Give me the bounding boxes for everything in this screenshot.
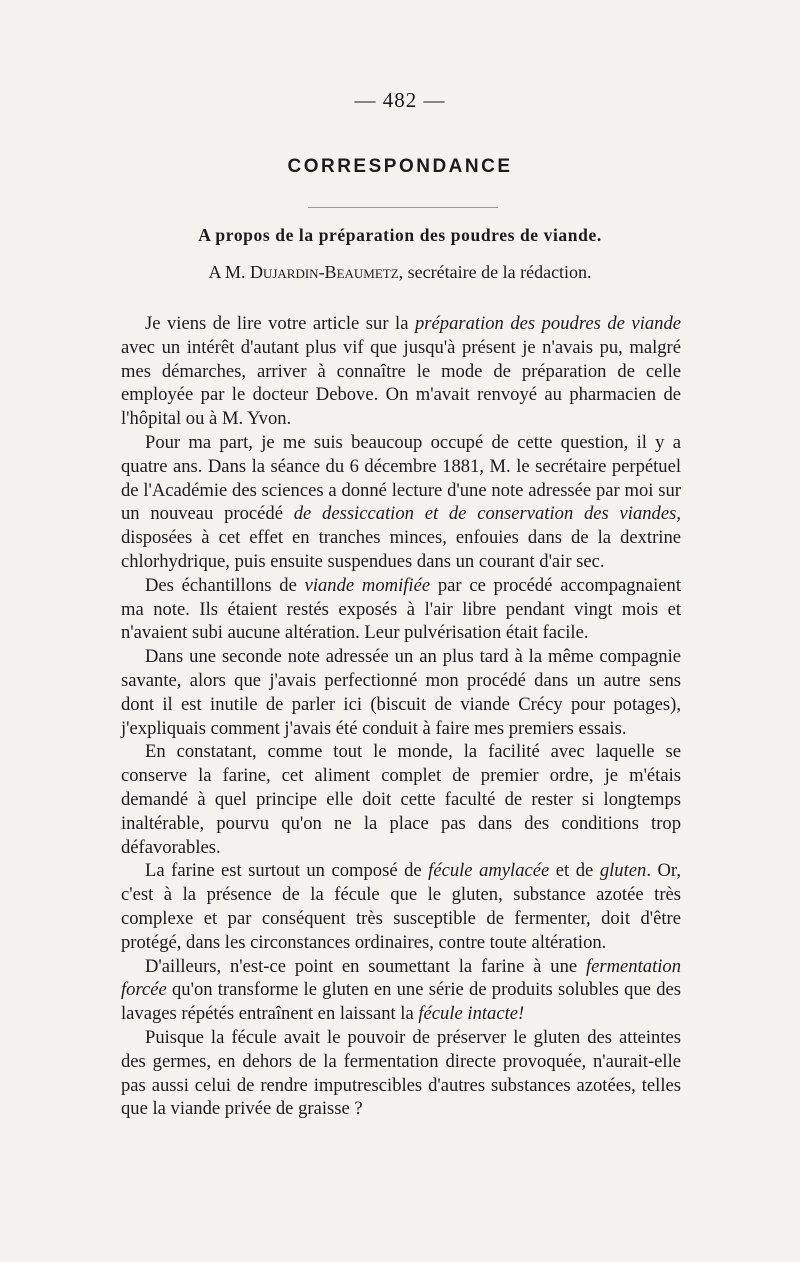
paragraph-6 xyxy=(121,859,681,954)
p6-text-e: . Or, c'est à la présence de la fécule que le gluten, substance azotée très complexe et par conséquent très susceptible de fermenter, doit d'être protégé, dans les circonstances ordinaires, contre toute altération. xyxy=(121,860,682,953)
paragraph-5 xyxy=(121,740,681,859)
p7-emphasis-1: fermentation forcée xyxy=(121,955,681,1001)
p1-emphasis: préparation des poudres de viande xyxy=(414,313,681,334)
p2-text-a: Pour ma part, je me suis beaucoup occupé de cette question, il y a quatre ans. Dans la séance du 6 décembre 1881, M. le secrétaire perpétuel de l'Académie des sciences a donné lecture d'une note adressée par moi sur un nouveau procédé xyxy=(121,431,681,525)
paragraph-7 xyxy=(121,955,681,1026)
addressee-line xyxy=(0,262,800,283)
p6-text-a: La farine est surtout un composé de xyxy=(145,860,429,882)
p7-emphasis-2: fécule intacte! xyxy=(418,1003,525,1025)
p3-emphasis: viande momifiée xyxy=(304,574,431,596)
p3-text-a: Des échantillons de xyxy=(145,574,305,596)
letter-body xyxy=(121,312,681,1121)
p6-text-c: et de xyxy=(549,860,600,882)
p4-text: Dans une seconde note adressée un an plus tard à la même compagnie savante, alors que j'avais perfectionné mon procédé dans un autre sens dont il est inutile de parler ici (biscuit de viande Crécy pour potages), j'expliquais comment j'avais été conduit à faire mes premiers essais. xyxy=(121,646,681,739)
page-number: — 482 — xyxy=(354,88,446,112)
addressee-prefix: A M. xyxy=(208,262,246,282)
addressee-name: Dujardin-Beaumetz xyxy=(249,262,399,282)
p6-emphasis-1: fécule amylacée xyxy=(428,860,550,882)
paragraph-8 xyxy=(121,1026,681,1121)
p6-emphasis-2: gluten xyxy=(599,860,647,882)
p2-emphasis: de dessiccation et de conservation des viandes xyxy=(293,503,677,525)
paragraph-3 xyxy=(121,574,681,645)
article-heading: A propos de la préparation des poudres de viande. xyxy=(198,225,602,245)
paragraph-2 xyxy=(121,431,681,574)
p1-text-c: avec un intérêt d'autant plus vif que jusqu'à présent je n'avais pu, malgré mes démarches, arriver à connaître le mode de préparation de celle employée par le docteur Debove. On m'avait renvoyé au pharmacien de l'hôpital ou à M. Yvon. xyxy=(121,336,681,430)
title-rule xyxy=(308,207,498,208)
p1-text-a: Je viens de lire votre article sur la xyxy=(145,313,415,334)
section-title: CORRESPONDANCE xyxy=(287,156,513,177)
p7-text-c: qu'on transforme le gluten en une série de produits solubles que des lavages répétés entraînent en laissant la xyxy=(121,979,681,1025)
p2-text-c: , disposées à cet effet en tranches minces, enfouies dans de la dextrine chlorhydrique, puis ensuite suspendues dans un courant d'air sec. xyxy=(121,503,681,572)
p3-text-c: par ce procédé accompagnaient ma note. Ils étaient restés exposés à l'air libre pendant vingt mois et n'avaient subi aucune altération. Leur pulvérisation était facile. xyxy=(121,574,681,644)
paragraph-1 xyxy=(121,312,681,431)
paragraph-4 xyxy=(121,645,681,740)
p7-text-a: D'ailleurs, n'est-ce point en soumettant la farine à une xyxy=(145,955,586,977)
p5-text: En constatant, comme tout le monde, la facilité avec laquelle se conserve la farine, cet aliment complet de premier ordre, je m'étais demandé à quel principe elle doit cette faculté de rester si longtemps inaltérable, pourvu qu'on ne la place pas dans des conditions trop défavorables. xyxy=(121,741,681,858)
addressee-suffix: , secrétaire de la rédaction. xyxy=(398,262,592,282)
p8-text: Puisque la fécule avait le pouvoir de préserver le gluten des atteintes des germes, en dehors de la fermentation directe provoquée, n'aurait-elle pas aussi celui de rendre imputrescibles d'autres substances azotées, telles que la viande privée de graisse ? xyxy=(121,1026,681,1120)
